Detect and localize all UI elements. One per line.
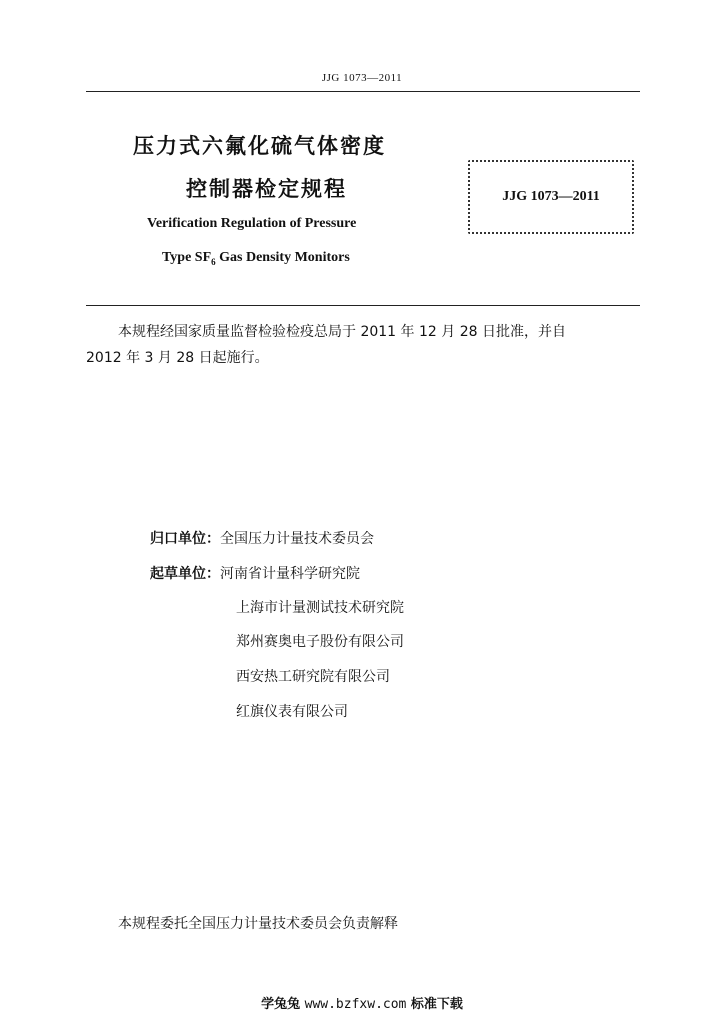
footer-download	[0, 993, 724, 1012]
footer-suffix: 标准下载	[410, 997, 463, 1012]
approval-line2: 2012 年 3 月 28 日起施行。	[86, 350, 269, 366]
title-en-line2-sub: 6	[211, 256, 216, 267]
interpretation-note: 本规程委托全国压力计量技术委员会负责解释	[118, 916, 398, 932]
standard-code-box	[468, 160, 634, 234]
title-en-line2-pre: Type SF	[162, 250, 212, 265]
approval-line1: 本规程经国家质量监督检验检疫总局于 2011 年 12 月 28 日批准，并自	[118, 324, 566, 340]
title-cn-line2: 控制器检定规程	[186, 177, 347, 201]
title-en-line2	[162, 250, 350, 267]
drafting-unit-value-1: 河南省计量科学研究院	[220, 566, 360, 582]
standard-code-box-label: JJG 1073—2011	[502, 189, 600, 204]
title-en-line2-post: Gas Density Monitors	[215, 250, 350, 265]
responsible-unit	[150, 528, 374, 548]
responsible-unit-value: 全国压力计量技术委员会	[220, 531, 374, 547]
footer-url[interactable]: www.bzfxw.com	[304, 997, 407, 1012]
responsible-unit-label: 归口单位：	[150, 531, 220, 547]
drafting-unit-value-5: 红旗仪表有限公司	[236, 704, 348, 720]
drafting-unit-value-2: 上海市计量测试技术研究院	[236, 600, 404, 616]
drafting-unit	[150, 563, 360, 583]
drafting-unit-value-3: 郑州赛奥电子股份有限公司	[236, 634, 404, 650]
header-standard-code: JJG 1073—2011	[321, 72, 403, 84]
footer-site-name: 学兔兔	[261, 997, 301, 1012]
drafting-unit-value-4: 西安热工研究院有限公司	[236, 669, 390, 685]
title-rule	[86, 305, 640, 306]
header-rule	[86, 91, 640, 92]
title-cn-line1: 压力式六氟化硫气体密度	[133, 134, 386, 158]
drafting-unit-label: 起草单位：	[150, 566, 220, 582]
title-en-line1: Verification Regulation of Pressure	[147, 216, 357, 231]
